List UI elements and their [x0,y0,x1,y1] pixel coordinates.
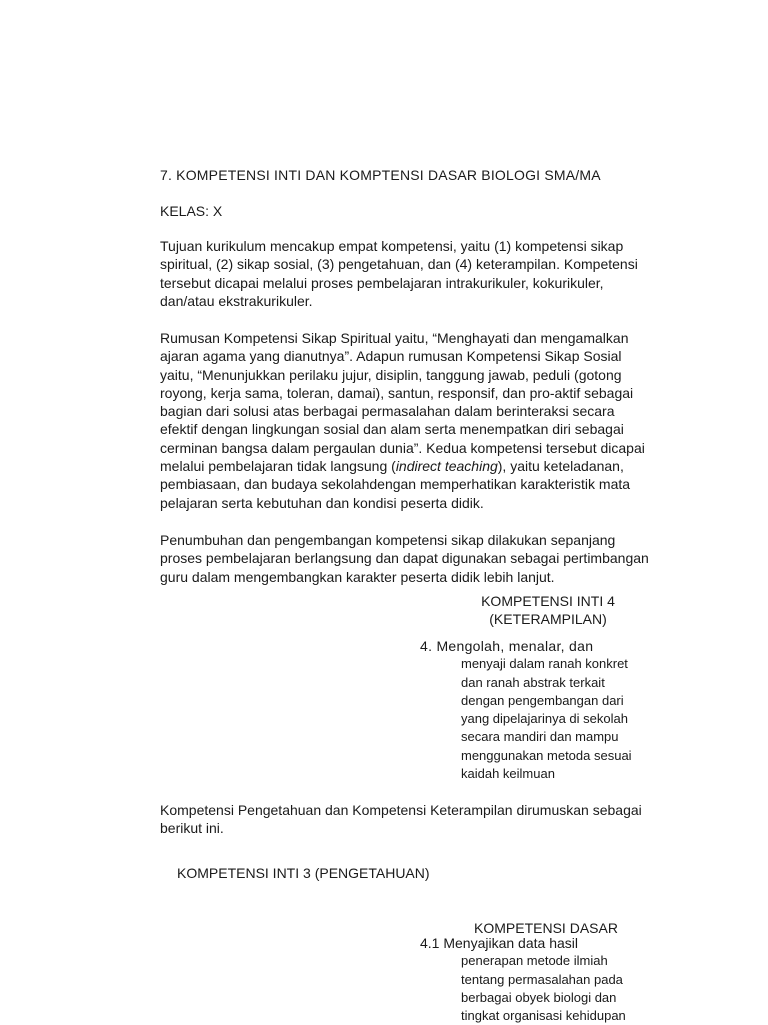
basic-competence-header: KOMPETENSI DASAR [474,920,618,936]
text-line: menggunakan metoda sesuai [461,747,632,763]
item-first-line: 4. Mengolah, menalar, dan [420,638,594,654]
text-line: Tujuan kurikulum mencakup empat kompetensi, yaitu (1) kompetensi sikap [160,238,624,254]
text-fragment: ), yaitu keteladanan, [497,458,624,475]
text-line: menyaji dalam ranah konkret [461,656,628,672]
text-line: cerminan bangsa dalam pergaulan dunia”. Kedua kompetensi tersebut dicapai [160,439,645,456]
paragraph-attitude-development [160,531,676,586]
text-line: dan ranah abstrak terkait [461,674,605,690]
document-heading: 7. KOMPETENSI INTI DAN KOMPTENSI DASAR BIOLOGI SMA/MA [160,167,601,183]
text-line: secara mandiri dan mampu [461,729,619,745]
header-line: KOMPETENSI INTI 4 [481,593,615,609]
text-line: Penumbuhan dan pengembangan kompetensi sikap dilakukan sepanjang [160,532,616,548]
item-continuation [420,655,680,783]
text-line: bagian dari solusi atas berbagai permasalahan dalam berinteraksi secara [160,403,615,420]
text-line-with-italic [160,457,676,475]
text-line: efektif dengan lingkungan sosial dan alam serta menempatkan diri sebagai [160,421,624,438]
text-line: ajaran agama yang dianutnya”. Adapun rumusan Kompetensi Sikap Sosial [160,348,622,365]
text-line: royong, kerja sama, toleran, damai), santun, responsif, dan pro-aktif sebagai [160,384,634,401]
item-continuation [420,952,680,1025]
paragraph-curriculum-goals [160,237,676,310]
item-first-line: 4.1 Menyajikan data hasil [420,935,578,951]
text-line: pembiasaan, dan budaya sekolahdengan memperhatikan karakteristik mata [160,476,631,493]
text-line: guru dalam mengembangkan karakter peserta didik lebih lanjut. [160,568,555,585]
basic-competence-4-1-item [420,934,680,1025]
text-line: kaidah keilmuan [461,766,555,782]
text-line: berbagai obyek biologi dan [461,989,617,1005]
text-line: dengan pengembangan dari [461,692,624,708]
text-line: tersebut dicapai melalui proses pembelajaran intrakurikuler, kokurikuler, [160,274,604,291]
text-line: proses pembelajaran berlangsung dan dapat digunakan sebagai pertimbangan [160,550,649,567]
core-competence-4-header [440,592,656,629]
class-label: KELAS: X [160,203,223,219]
text-line: penerapan metode ilmiah [461,953,608,969]
core-competence-4-item [420,637,680,783]
text-line: tentang permasalahan pada [461,971,623,987]
text-line: pelajaran serta kebutuhan dan kondisi peserta didik. [160,494,484,511]
text-line: spiritual, (2) sikap sosial, (3) pengetahuan, dan (4) keterampilan. Kompetensi [160,256,638,273]
core-competence-3-header: KOMPETENSI INTI 3 (PENGETAHUAN) [177,865,430,881]
header-line: (KETERAMPILAN) [489,611,607,628]
text-line: berikut ini. [160,820,224,837]
paragraph-knowledge-skills [160,801,676,838]
paragraph-attitude-competence [160,329,676,512]
text-line: yang dipelajarinya di sekolah [461,711,628,727]
text-fragment: melalui pembelajaran tidak langsung ( [160,458,396,475]
text-line: dan/atau ekstrakurikuler. [160,292,313,309]
italic-term: indirect teaching [395,458,498,475]
text-line: yaitu, “Menunjukkan perilaku jujur, disiplin, tanggung jawab, peduli (gotong [160,366,622,383]
text-line: Kompetensi Pengetahuan dan Kompetensi Keterampilan dirumuskan sebagai [160,802,642,818]
text-line: Rumusan Kompetensi Sikap Spiritual yaitu, “Menghayati dan mengamalkan [160,330,629,346]
text-line: tingkat organisasi kehidupan [461,1008,626,1024]
